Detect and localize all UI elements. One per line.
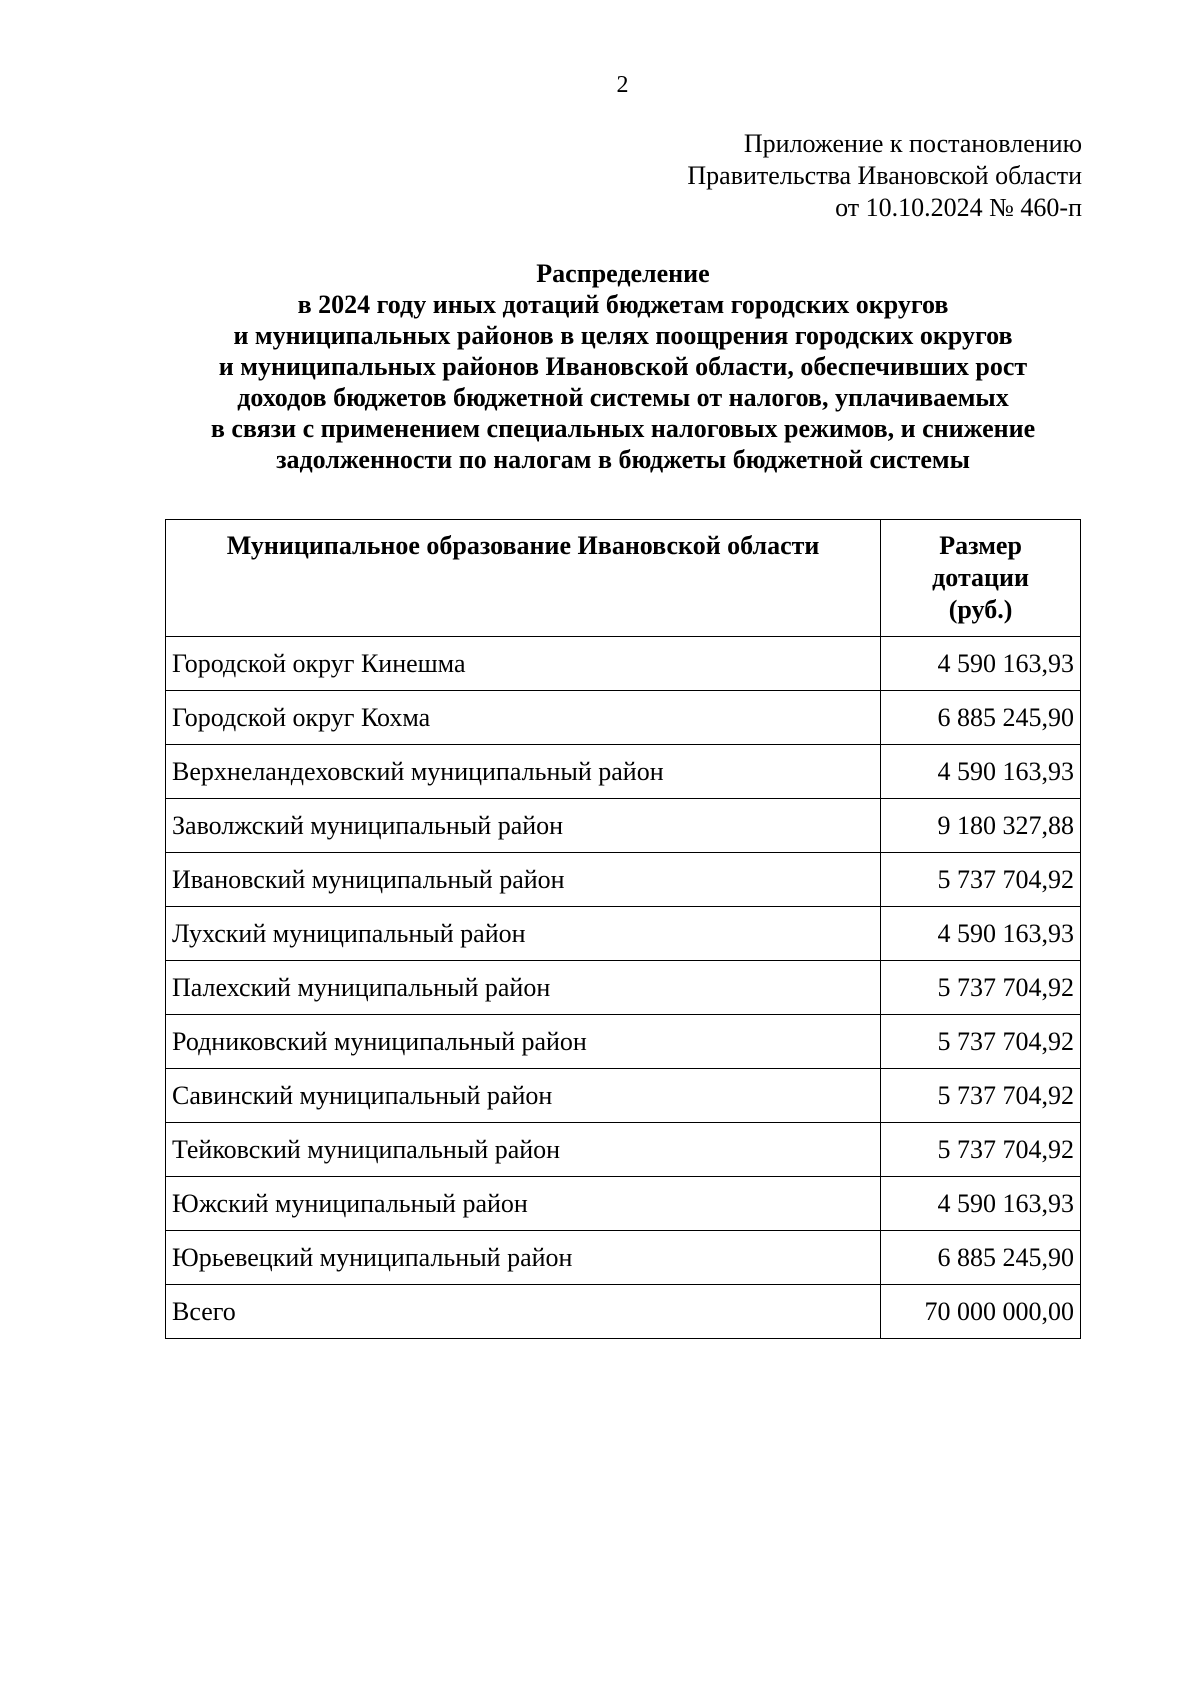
table-row: [166, 745, 1081, 799]
title-line: задолженности по налогам в бюджеты бюджетной системы: [276, 445, 970, 474]
document-title: [100, 258, 1146, 475]
table-row: [166, 637, 1081, 691]
table-row: [166, 691, 1081, 745]
header-amount-line-3: (руб.): [948, 595, 1013, 624]
amount-cell: 6 885 245,90: [881, 1231, 1081, 1285]
amount-cell: 4 590 163,93: [881, 907, 1081, 961]
table-header-row: [166, 520, 1081, 637]
municipality-cell: Городской округ Кинешма: [166, 637, 881, 691]
total-amount-cell: 70 000 000,00: [881, 1285, 1081, 1339]
amount-cell: 5 737 704,92: [881, 1015, 1081, 1069]
municipality-cell: Верхнеландеховский муниципальный район: [166, 745, 881, 799]
table-row: [166, 961, 1081, 1015]
amount-cell: 5 737 704,92: [881, 961, 1081, 1015]
amount-cell: 4 590 163,93: [881, 745, 1081, 799]
municipality-cell: Городской округ Кохма: [166, 691, 881, 745]
amount-cell: 9 180 327,88: [881, 799, 1081, 853]
table-row: [166, 907, 1081, 961]
header-amount-line-2: дотации: [932, 563, 1029, 592]
municipality-cell: Юрьевецкий муниципальный район: [166, 1231, 881, 1285]
amount-cell: 5 737 704,92: [881, 853, 1081, 907]
appendix-reference: [687, 128, 1082, 224]
municipality-cell: Ивановский муниципальный район: [166, 853, 881, 907]
title-line: в связи с применением специальных налоговых режимов, и снижение: [210, 414, 1036, 443]
title-line: и муниципальных районов Ивановской области, обеспечивших рост: [218, 352, 1028, 381]
municipality-cell: Тейковский муниципальный район: [166, 1123, 881, 1177]
table-row: [166, 1015, 1081, 1069]
table-row: [166, 1123, 1081, 1177]
table-row: [166, 799, 1081, 853]
table-row: [166, 1069, 1081, 1123]
municipality-cell: Южский муниципальный район: [166, 1177, 881, 1231]
municipality-cell: Родниковский муниципальный район: [166, 1015, 881, 1069]
total-row: [166, 1285, 1081, 1339]
amount-cell: 6 885 245,90: [881, 691, 1081, 745]
appendix-line-2: Правительства Ивановской области: [687, 161, 1082, 190]
title-line: Распределение: [536, 259, 710, 288]
title-line: доходов бюджетов бюджетной системы от налогов, уплачиваемых: [237, 383, 1009, 412]
amount-cell: 5 737 704,92: [881, 1069, 1081, 1123]
municipality-cell: Савинский муниципальный район: [166, 1069, 881, 1123]
municipality-cell: Палехский муниципальный район: [166, 961, 881, 1015]
title-line: в 2024 году иных дотаций бюджетам городских округов: [297, 290, 949, 319]
total-label-cell: Всего: [166, 1285, 881, 1339]
appendix-line-3: от 10.10.2024 № 460-п: [835, 193, 1082, 222]
appendix-line-1: Приложение к постановлению: [743, 129, 1082, 158]
table-row: [166, 853, 1081, 907]
amount-cell: 5 737 704,92: [881, 1123, 1081, 1177]
amount-cell: 4 590 163,93: [881, 1177, 1081, 1231]
header-amount-line-1: Размер: [939, 531, 1022, 560]
municipality-cell: Лухский муниципальный район: [166, 907, 881, 961]
amount-cell: 4 590 163,93: [881, 637, 1081, 691]
title-line: и муниципальных районов в целях поощрения городских округов: [233, 321, 1013, 350]
header-amount: [881, 520, 1081, 637]
header-municipality: Муниципальное образование Ивановской области: [166, 520, 881, 637]
allocation-table: [165, 519, 1081, 1339]
table-row: [166, 1231, 1081, 1285]
page-number: 2: [616, 72, 629, 98]
municipality-cell: Заволжский муниципальный район: [166, 799, 881, 853]
table-row: [166, 1177, 1081, 1231]
